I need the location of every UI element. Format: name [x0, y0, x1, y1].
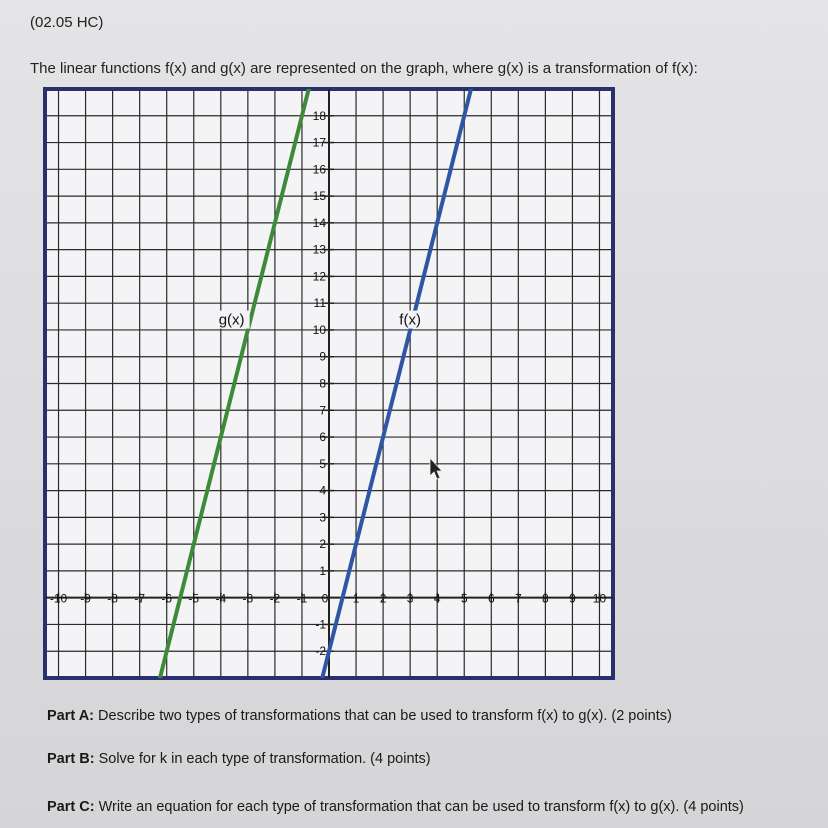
y-tick-label: 14 [312, 215, 326, 230]
part-c-label: Part C: [47, 799, 95, 815]
y-tick-label: 1 [319, 563, 326, 578]
x-tick-label: -2 [269, 591, 281, 606]
part-b [47, 751, 431, 767]
x-tick-label: 3 [406, 591, 414, 606]
x-tick-label: -5 [188, 591, 200, 606]
y-tick-label: -2 [315, 644, 326, 659]
y-tick-label: 4 [319, 483, 326, 498]
y-tick-label: 15 [312, 189, 326, 204]
x-tick-label: 9 [569, 591, 576, 606]
y-tick-label: 11 [313, 296, 326, 311]
y-tick-label: 8 [319, 376, 326, 391]
y-tick-label: -1 [315, 617, 326, 632]
series-label-gx: g(x) [218, 311, 245, 329]
x-tick-label: 0 [321, 591, 329, 606]
part-c-text: Write an equation for each type of transformation that can be used to transform f(x) to g(x). (4 points) [98, 799, 744, 815]
part-a-text: Describe two types of transformations that can be used to transform f(x) to g(x). (2 points) [98, 708, 672, 724]
part-b-text: Solve for k in each type of transformation. (4 points) [98, 751, 431, 767]
part-b-label: Part B: [47, 751, 95, 767]
y-tick-label: 3 [319, 510, 326, 525]
y-tick-label: 13 [312, 242, 326, 257]
x-tick-label: 7 [514, 591, 522, 606]
x-tick-label: -10 [49, 591, 68, 606]
y-tick-label: 16 [312, 162, 326, 177]
x-tick-label: 6 [487, 591, 495, 606]
y-tick-label: 18 [312, 108, 326, 123]
part-a-label: Part A: [47, 708, 94, 724]
y-tick-label: 12 [312, 269, 326, 284]
x-tick-label: -8 [107, 591, 118, 606]
y-tick-label: 10 [312, 322, 326, 337]
x-tick-label: 10 [592, 591, 607, 606]
x-tick-label: -1 [296, 591, 308, 606]
y-tick-label: 7 [319, 403, 326, 418]
x-tick-label: 4 [433, 591, 441, 606]
question-prompt: The linear functions f(x) and g(x) are represented on the graph, where g(x) is a transformation of f(x): [30, 60, 698, 77]
x-tick-label: -9 [80, 591, 91, 606]
x-tick-label: -6 [161, 591, 173, 606]
x-tick-label: 5 [460, 591, 468, 606]
y-tick-label: 17 [312, 135, 326, 150]
x-tick-label: 2 [379, 591, 387, 606]
x-tick-label: 8 [542, 591, 549, 606]
y-tick-label: 5 [319, 456, 326, 471]
question-id: (02.05 HC) [30, 14, 104, 31]
x-tick-label: 1 [352, 591, 360, 606]
y-tick-label: 2 [319, 537, 326, 552]
part-a [47, 708, 672, 724]
x-tick-label: -4 [215, 591, 227, 606]
x-tick-label: -7 [134, 591, 146, 606]
y-tick-label: 6 [319, 430, 326, 445]
x-tick-label: -3 [242, 591, 254, 606]
series-label-fx: f(x) [399, 311, 421, 329]
y-tick-label: 9 [319, 349, 326, 364]
part-c [47, 799, 744, 815]
